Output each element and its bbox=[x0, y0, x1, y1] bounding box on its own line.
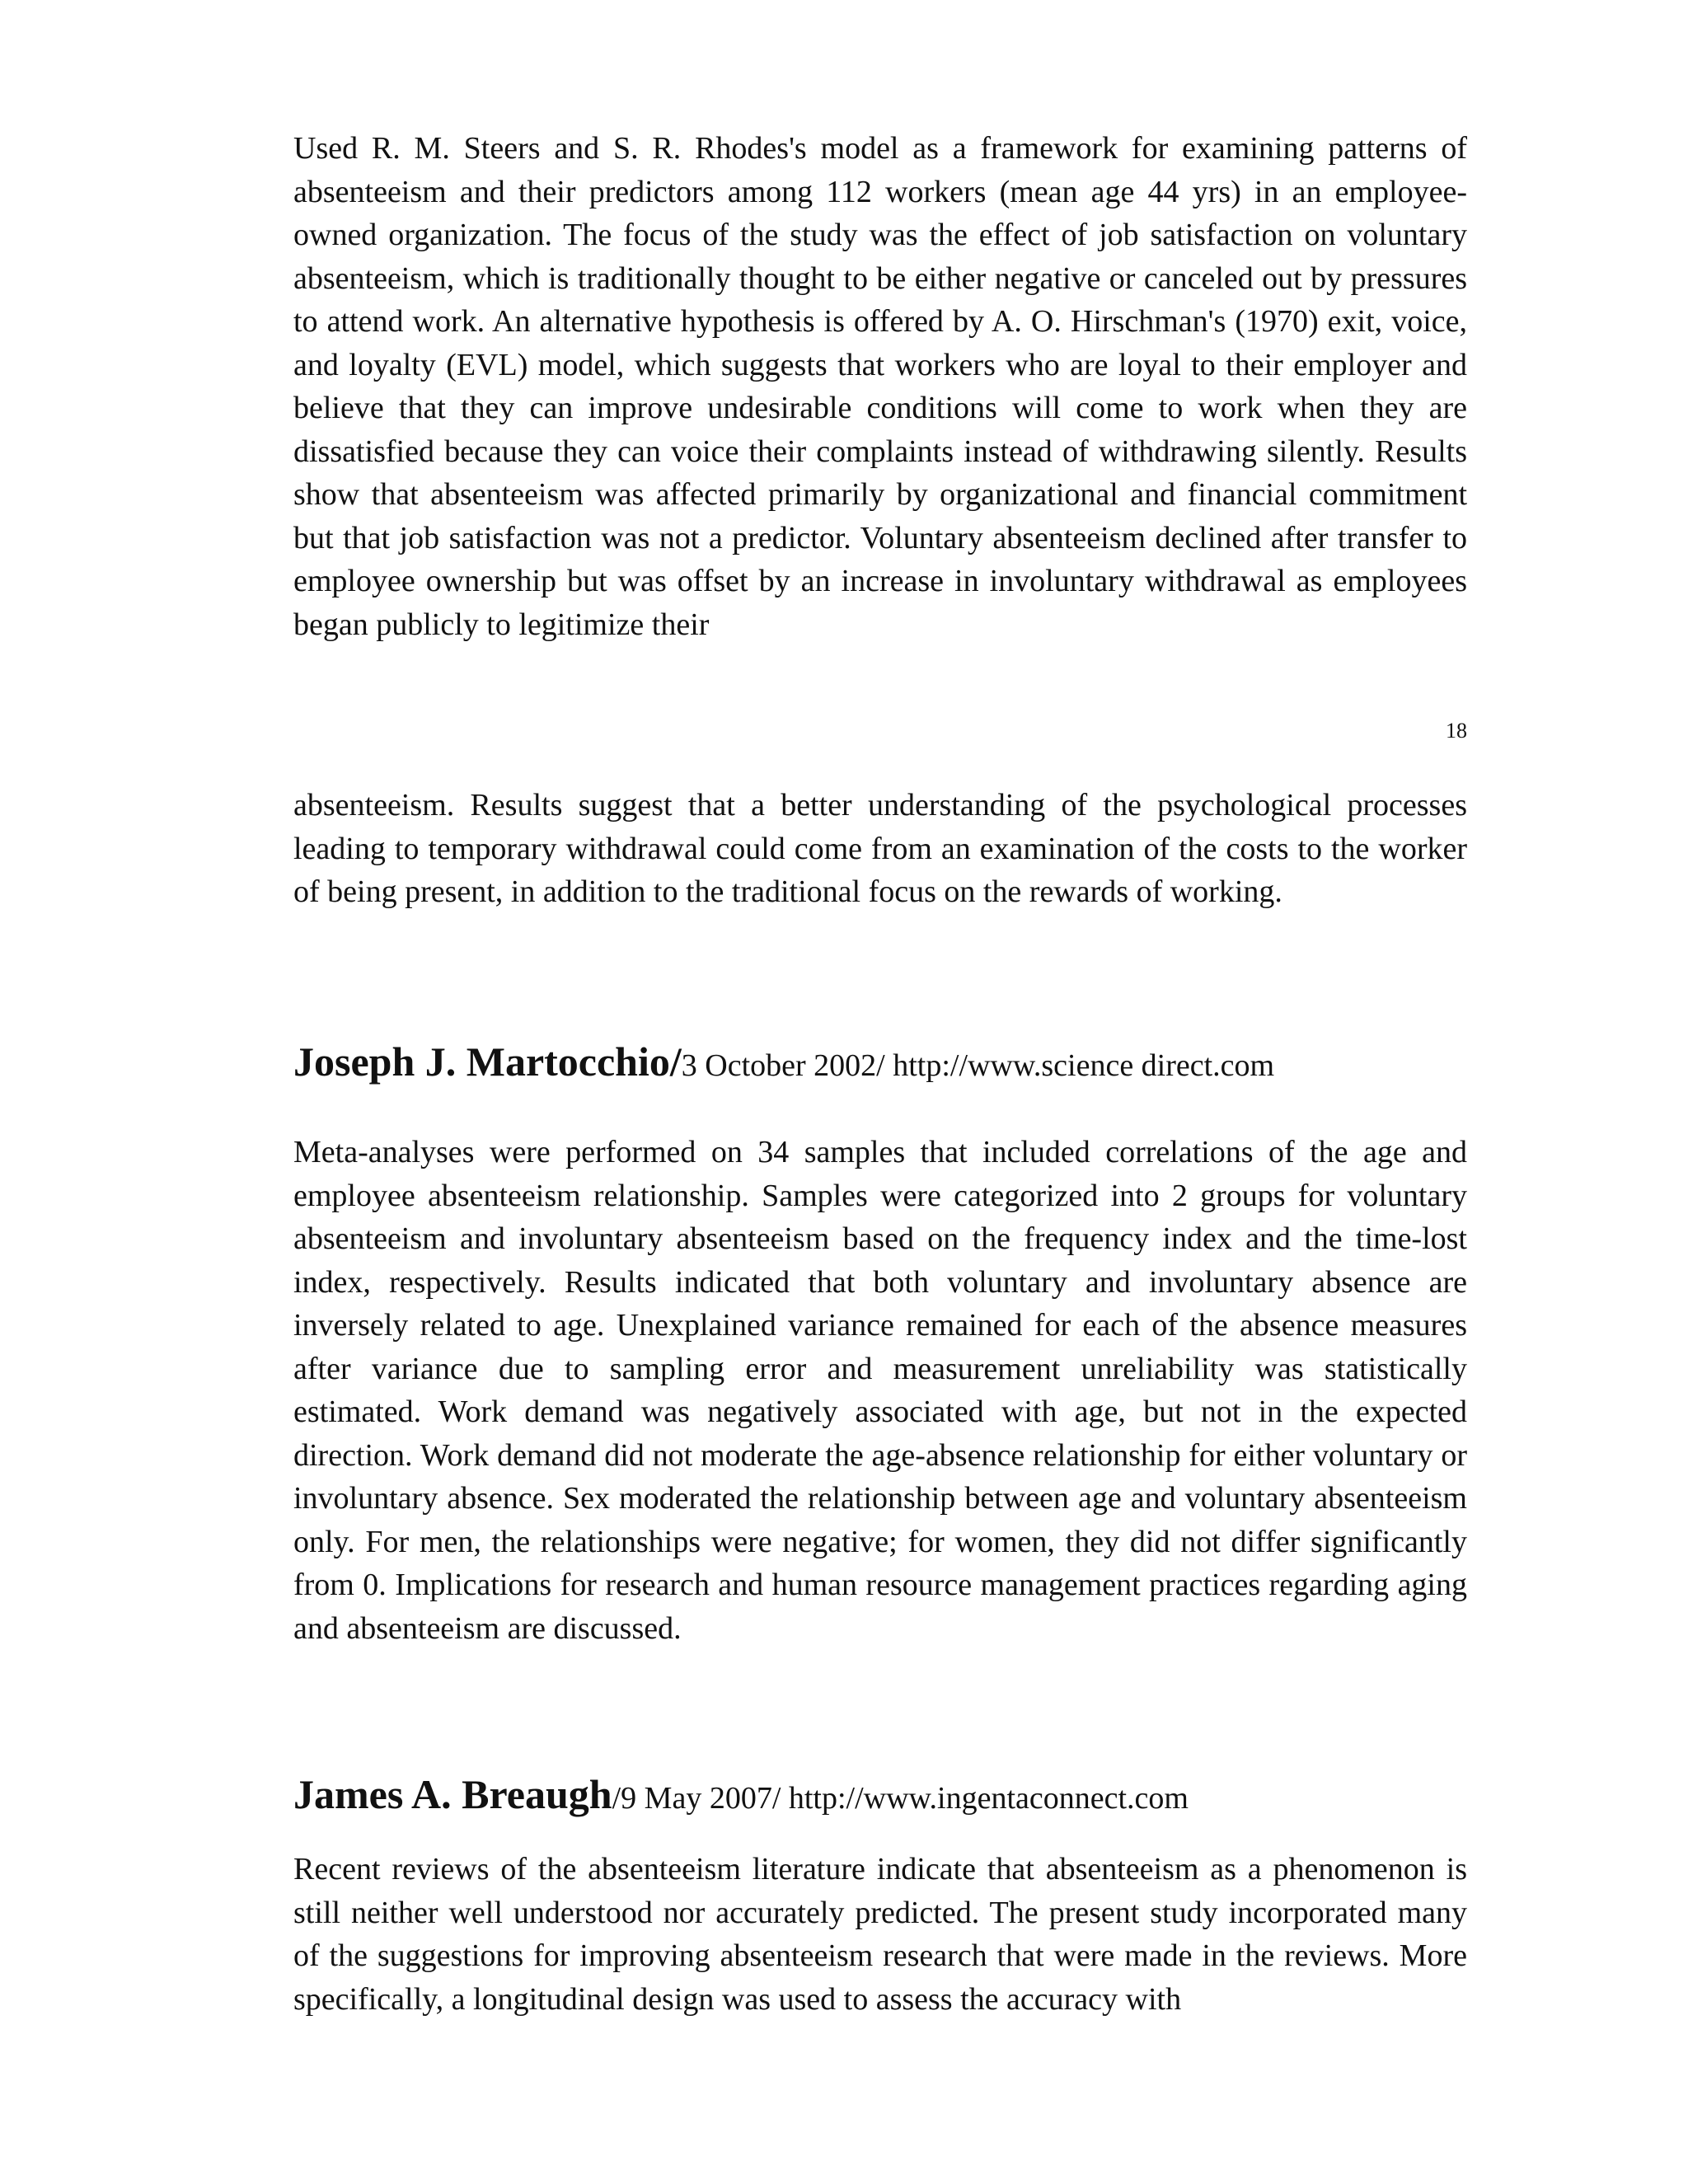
reference-date-source: 3 October 2002/ http://www.science direct.com bbox=[681, 1048, 1275, 1083]
reference-heading-martocchio bbox=[293, 1037, 1467, 1097]
abstract-paragraph-conclusion: absenteeism. Results suggest that a better understanding of the psychological processes leading to temporary withdrawal could come from an examination of the costs to the worker of being present, in addition to the traditional focus on the rewards of working. bbox=[293, 788, 1467, 909]
abstract-paragraph-continued: Used R. M. Steers and S. R. Rhodes's model as a framework for examining patterns of absenteeism and their predictors among 112 workers (mean age 44 yrs) in an employee-owned organization. The focus of the study was the effect of job satisfaction on voluntary absenteeism, which is traditionally thought to be either negative or canceled out by pressures to attend work. An alternative hypothesis is offered by A. O. Hirschman's (1970) exit, voice, and loyalty (EVL) model, which suggests that workers who are loyal to their employer and believe that they can improve undesirable conditions will come to work when they are dissatisfied because they can voice their complaints instead of withdrawing silently. Results show that absenteeism was affected primarily by organizational and financial commitment but that job satisfaction was not a predictor. Voluntary absenteeism declined after transfer to employee ownership but was offset by an increase in involuntary withdrawal as employees began publicly to legitimize their bbox=[293, 131, 1467, 642]
page-number: 18 bbox=[1446, 719, 1467, 743]
reference-heading-breaugh bbox=[293, 1769, 1467, 1830]
reference-author: Joseph J. Martocchio/ bbox=[293, 1038, 682, 1085]
reference-date-source: /9 May 2007/ http://www.ingentaconnect.com bbox=[612, 1781, 1189, 1816]
reference-abstract-martocchio: Meta-analyses were performed on 34 samples that included correlations of the age and employee absenteeism relationship. Samples were categorized into 2 groups for voluntary absenteeism and involuntary absenteeism based on the frequency index and the time-lost index, respectively. Results indicated that both voluntary and involuntary absence are inversely related to age. Unexplained variance remained for each of the absence measures after variance due to sampling error and measurement unreliability was statistically estimated. Work demand was negatively associated with age, but not in the expected direction. Work demand did not moderate the age-absence relationship for either voluntary or involuntary absence. Sex moderated the relationship between age and voluntary absenteeism only. For men, the relationships were negative; for women, they did not differ significantly from 0. Implications for research and human resource management practices regarding aging and absenteeism are discussed. bbox=[293, 1135, 1467, 1646]
reference-abstract-breaugh: Recent reviews of the absenteeism literature indicate that absenteeism as a phenomenon is still neither well understood nor accurately predicted. The present study incorporated many of the suggestions for improving absenteeism research that were made in the reviews. More specifically, a longitudinal design was used to assess the accuracy with bbox=[293, 1852, 1467, 2017]
reference-author: James A. Breaugh bbox=[293, 1771, 612, 1817]
